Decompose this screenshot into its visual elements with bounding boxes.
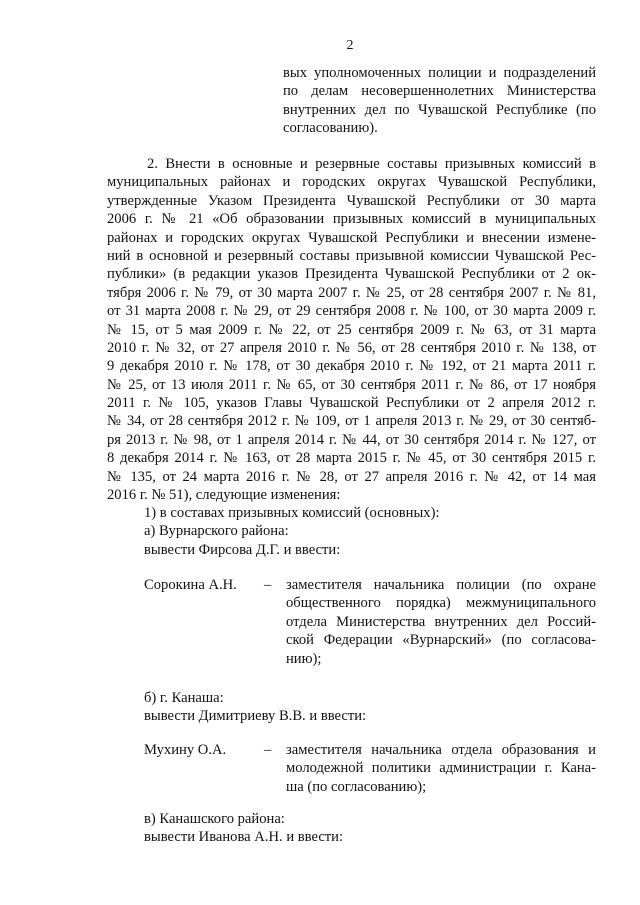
text-line: ря 2013 г. № 98, от 1 апреля 2014 г. № 44, от 30 сентября 2014 г. № 127, от xyxy=(107,431,596,448)
item-1 xyxy=(144,504,596,559)
item-c-heading: в) Канашского района: xyxy=(144,811,285,827)
member-duty xyxy=(286,741,596,796)
member-entry xyxy=(144,576,596,670)
dash: – xyxy=(264,742,272,758)
text-line: 8 декабря 2014 г. № 163, от 28 марта 2015 г. № 45, от 30 сентября 2015 г. xyxy=(107,450,596,467)
page-number: 2 xyxy=(346,38,354,53)
text-line: молодежной политики администрации г. Кана- xyxy=(286,760,596,777)
item-c xyxy=(144,810,596,847)
text-line: № 34, от 28 сентября 2012 г. № 109, от 1 апреля 2013 г. № 29, от 30 сентяб- xyxy=(107,413,596,430)
text-line: общественного порядка) межмуниципального xyxy=(286,595,596,612)
text-line: районах и городских округах Чувашской Республики и внесении измене- xyxy=(107,229,596,246)
text-line: 1) в составах призывных комиссий (основных): xyxy=(144,505,440,521)
text-line: отдела Министерства внутренних дел Россий- xyxy=(286,613,596,630)
item-c-replace: вывести Иванова А.Н. и ввести: xyxy=(144,829,344,846)
text-line: ской Федерации «Вурнарский» (по согласова- xyxy=(286,632,596,649)
text-line: заместителя начальника полиции (по охране xyxy=(286,577,596,593)
paragraph-2 xyxy=(107,155,596,504)
dash: – xyxy=(264,577,272,593)
text-line: 2. Внести в основные и резервные составы призывных комиссий в xyxy=(147,156,596,172)
text-line: 2011 г. № 105, указов Главы Чувашской Республики от 2 апреля 2012 г. xyxy=(107,395,596,412)
item-a-replace: вывести Фирсова Д.Г. и ввести: xyxy=(144,541,341,558)
text-line: № 15, от 5 мая 2009 г. № 22, от 25 сентября 2009 г. № 63, от 31 марта xyxy=(107,321,596,338)
text-line: № 135, от 24 марта 2016 г. № 28, от 27 апреля 2016 г. № 42, от 14 мая xyxy=(107,468,596,485)
text-line: заместителя начальника отдела образования и xyxy=(286,742,596,758)
text-line: согласованию). xyxy=(283,120,378,137)
item-b xyxy=(144,689,596,726)
text-line: от 31 марта 2008 г. № 29, от 29 сентября 2008 г. № 100, от 30 марта 2009 г. xyxy=(107,303,596,320)
text-line: вых уполномоченных полиции и подразделений xyxy=(283,65,596,81)
continuation-text xyxy=(283,64,596,138)
member-entry xyxy=(144,741,596,797)
member-duty xyxy=(286,576,596,668)
text-line: 2006 г. № 21 «Об образовании призывных комиссий в муниципальных xyxy=(107,211,596,228)
text-line: внутренних дел по Чувашской Республике (по xyxy=(283,101,596,118)
text-line: ша (по согласованию); xyxy=(286,778,427,795)
item-b-replace: вывести Димитриеву В.В. и ввести: xyxy=(144,708,367,725)
text-line: 2010 г. № 32, от 27 апреля 2010 г. № 56, от 28 сентября 2010 г. № 138, от xyxy=(107,339,596,356)
text-line: № 25, от 13 июля 2011 г. № 65, от 30 сентября 2011 г. № 86, от 17 ноября xyxy=(107,376,596,393)
text-line: ний в основной и резервный составы призывной комиссии Чувашской Рес- xyxy=(107,247,596,264)
text-line: утвержденные Указом Президента Чувашской Республики от 30 марта xyxy=(107,192,596,209)
member-name: Мухину О.А. xyxy=(144,742,227,758)
item-b-heading: б) г. Канаша: xyxy=(144,690,224,706)
text-line: нию); xyxy=(286,650,322,667)
text-line: 9 декабря 2010 г. № 178, от 30 декабря 2010 г. № 192, от 21 марта 2011 г. xyxy=(107,358,596,375)
text-line: 2016 г. № 51), следующие изменения: xyxy=(107,487,341,504)
item-a-heading: а) Вурнарского района: xyxy=(144,523,289,540)
text-line: муниципальных районах и городских округах Чувашской Республики, xyxy=(107,174,596,191)
text-line: тября 2006 г. № 79, от 30 марта 2007 г. № 25, от 28 сентября 2007 г. № 81, xyxy=(107,284,596,301)
text-line: публики» (в редакции указов Президента Чувашской Республики от 2 ок- xyxy=(107,266,596,283)
text-line: по делам несовершеннолетних Министерства xyxy=(283,83,596,100)
member-name: Сорокина А.Н. xyxy=(144,577,237,593)
